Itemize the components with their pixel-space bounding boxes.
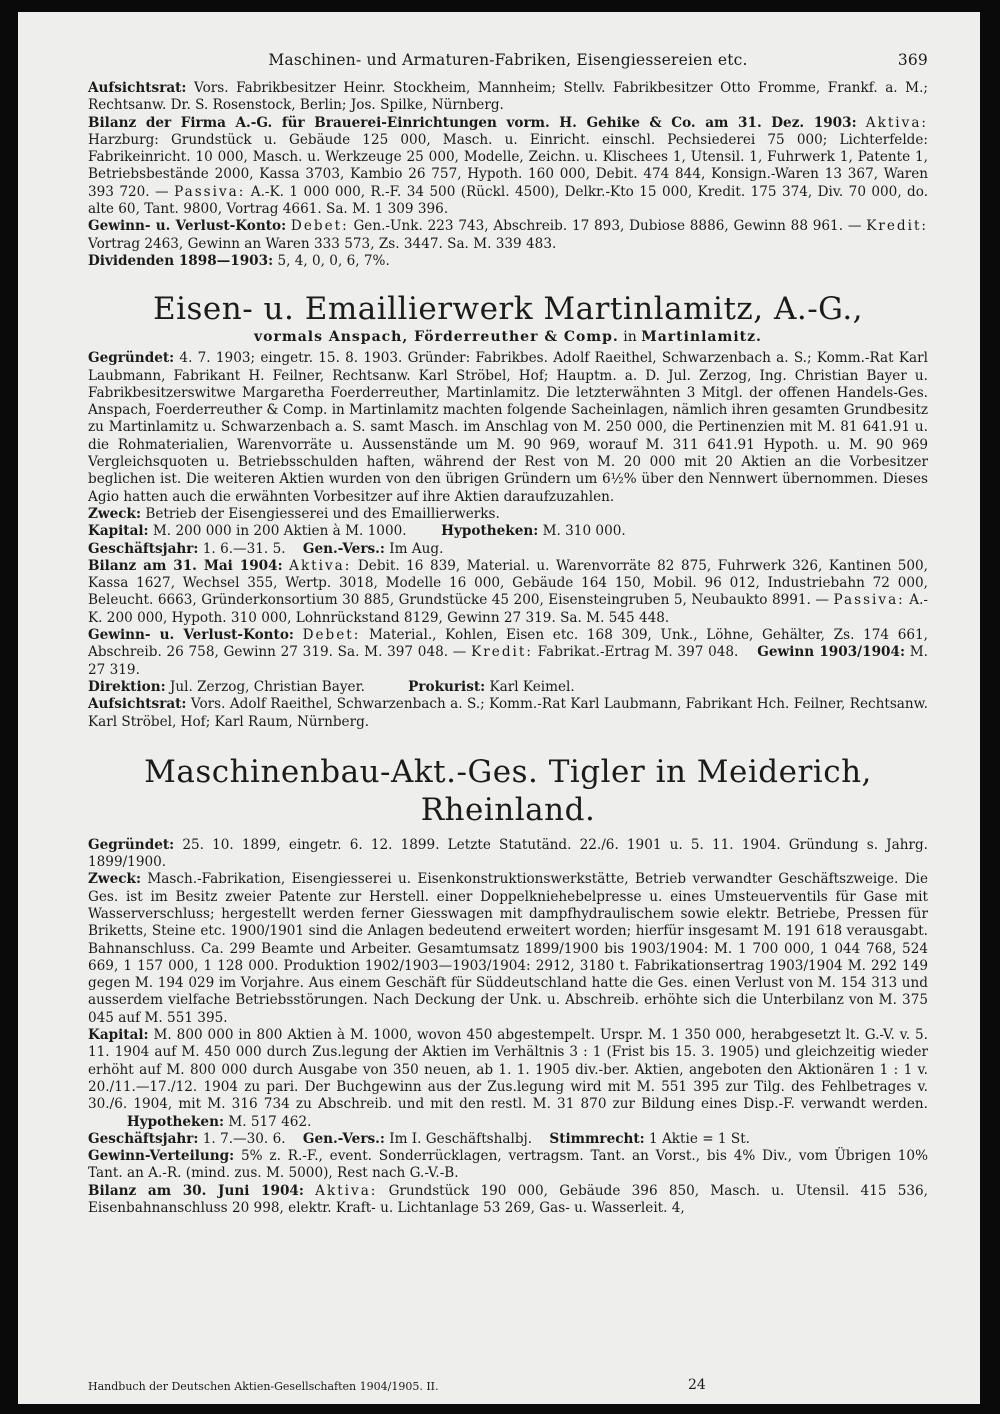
- s2-direktion: [88, 679, 928, 696]
- text: A.-K. 1 000 000, R.-F. 34 500 (Rückl. 4500), Delkr.-Kto 15 000, Kredit. 175 374, Div. 70 000, do. alte 60, Tant. 9800, Vortrag 4661. Sa. M. 1 309 396.: [88, 183, 929, 218]
- printer-signature: 24: [688, 1377, 706, 1393]
- s1-guv: [88, 218, 928, 253]
- text: Material., Kohlen, Eisen etc. 168 309, Unk., Löhne, Gehälter, Zs. 174 661, Abschreib. 26 758, Gewinn 27 319. Sa. M. 397 048. —: [88, 627, 928, 661]
- debet-label: Debet:: [290, 218, 349, 235]
- label: Gewinn 1903/1904:: [757, 644, 905, 661]
- label: Gen.-Vers.:: [302, 540, 385, 557]
- text: 5% z. R.-F., event. Sonderrücklagen, vertragsm. Tant. an Vorst., bis 4% Div., vom Übrigen 10% Tant. an A.-R. (mind. zus. M. 5000), Rest nach G.-V.-B.: [88, 1148, 928, 1182]
- passiva-label: Passiva:: [174, 183, 246, 200]
- s3-kapital: [88, 1027, 928, 1131]
- footer-text: Handbuch der Deutschen Aktien-Gesellschaften 1904/1905. II.: [88, 1380, 439, 1393]
- text: M. 27 319.: [88, 644, 928, 678]
- label: Dividenden 1898—1903:: [88, 252, 274, 269]
- s2-zweck: [88, 506, 928, 523]
- label: Geschäftsjahr:: [88, 540, 199, 557]
- s2-geschaeftsjahr: [88, 541, 928, 558]
- text: Im I. Geschäftshalbj.: [389, 1130, 533, 1147]
- text: Harzburg: Grundstück u. Gebäude 125 000, Masch. u. Einricht. einschl. Pechsiederei 75 000; Lichterfelde: Fabrikeinricht. 10 000, Masch. u. Werkzeuge 25 000, Modelle, Zeichn. u. Klischees 1, Utensil. 1, Fuhrwerk 1, Patente 1, Betriebsbestände 2000, Kassa 3703, Kambio 26 757, Hypoth. 160 000, Debit. 474 844, Konsign.-Waren 13 367, Waren 393 720. —: [88, 131, 928, 200]
- running-head: [88, 48, 928, 72]
- label: Gen.-Vers.:: [302, 1130, 385, 1147]
- company-subtitle: [88, 328, 928, 346]
- label: Geschäftsjahr:: [88, 1130, 199, 1147]
- label: Kapital:: [88, 523, 149, 540]
- text: Debit. 16 839, Material. u. Warenvorräte 82 875, Fuhrwerk 326, Kantinen 500, Kassa 1627, Wechsel 355, Wertp. 3018, Modelle 16 000, Gebäude 164 150, Mobil. 96 012, Industriebahn 72 000, Beleucht. 6663, Gründerkonsortium 30 885, Grundstücke 45 200, Eisensteingruben 5, Neubaukto 8991. —: [88, 557, 928, 609]
- s1-bilanz: [88, 115, 928, 219]
- label: Gegründet:: [88, 350, 175, 367]
- s3-zweck: [88, 871, 928, 1027]
- text: Vors. Fabrikbesitzer Heinr. Stockheim, Mannheim; Stellv. Fabrikbesitzer Otto Fromme, Frankf. a. M.; Rechtsanw. Dr. S. Rosenstock, Berlin; Jos. Spilke, Nürnberg.: [88, 80, 928, 114]
- text: A.-K. 200 000, Hypoth. 310 000, Lohnrückstand 8129, Gewinn 27 319. Sa. M. 545 448.: [88, 592, 928, 626]
- s3-bilanz: [88, 1183, 928, 1218]
- s2-bilanz: [88, 558, 928, 627]
- running-title: Maschinen- und Armaturen-Fabriken, Eisengiessereien etc.: [268, 51, 748, 69]
- label: Aufsichtsrat:: [88, 696, 187, 713]
- company-title: Maschinenbau-Akt.-Ges. Tigler in Meiderich, Rheinland.: [144, 753, 872, 828]
- company-title: Eisen- u. Emaillierwerk Martinlamitz, A.-G.,: [152, 291, 864, 328]
- text: 1 Aktie = 1 St.: [649, 1130, 750, 1147]
- text: Betrieb der Eisengiesserei und des Emaillierwerks.: [145, 505, 500, 522]
- label: Aufsichtsrat:: [88, 80, 187, 96]
- text: Karl Keimel.: [489, 678, 575, 695]
- text: 1. 7.—30. 6.: [202, 1130, 286, 1147]
- label: Direktion:: [88, 678, 166, 695]
- label: Zweck:: [88, 871, 141, 888]
- text: M. 517 462.: [228, 1113, 312, 1130]
- s3-gewinn-verteilung: [88, 1148, 928, 1183]
- s2-aufsichtsrat: [88, 696, 928, 731]
- passiva-label: Passiva:: [833, 592, 905, 609]
- debet-label: Debet:: [302, 627, 361, 644]
- kredit-label: Kredit:: [471, 644, 533, 661]
- label: Bilanz am 31. Mai 1904:: [88, 557, 283, 574]
- label: Gewinn-Verteilung:: [88, 1148, 235, 1165]
- s1-aufsichtsrat: [88, 80, 928, 115]
- label: Kapital:: [88, 1027, 149, 1044]
- page-footer: [88, 1377, 928, 1394]
- label: Bilanz am 30. Juni 1904:: [88, 1182, 304, 1199]
- label: Gewinn- u. Verlust-Konto:: [88, 627, 294, 644]
- s2-guv: [88, 627, 928, 679]
- text: Jul. Zerzog, Christian Bayer.: [169, 678, 365, 695]
- subtitle-former-name: vormals Anspach, Förderreuther & Comp.: [254, 329, 619, 346]
- label: Gegründet:: [88, 836, 175, 853]
- s2-gegruendet: [88, 350, 928, 506]
- text: M. 310 000.: [542, 523, 626, 540]
- text: 25. 10. 1899, eingetr. 6. 12. 1899. Letzte Statutänd. 22./6. 1901 u. 5. 11. 1904. Gründung s. Jahrg. 1899/1900.: [88, 836, 928, 871]
- label: Hypotheken:: [441, 523, 539, 540]
- kredit-label: Kredit:: [866, 218, 929, 235]
- text: Vors. Adolf Raeithel, Schwarzenbach a. S.; Komm.-Rat Karl Laubmann, Fabrikant Hch. Feilner, Rechtsanw. Karl Ströbel, Hof; Karl Raum, Nürnberg.: [88, 696, 929, 730]
- text: 5, 4, 0, 0, 6, 7%.: [277, 252, 390, 269]
- aktiva-label: Aktiva:: [315, 1182, 378, 1199]
- label: Zweck:: [88, 505, 141, 522]
- s3-gegruendet: [88, 837, 928, 872]
- subtitle-place: Martinlamitz.: [641, 329, 762, 346]
- text: Fabrikat.-Ertrag M. 397 048.: [537, 644, 739, 661]
- article-text: [88, 80, 928, 1217]
- text: Masch.-Fabrikation, Eisengiesserei u. Eisenkonstruktionswerkstätte, Betrieb verwandter Geschäftszweige. Die Ges. ist im Besitz zweier Patente zur Herstell. einer Doppelkniehebelpresse u. eines Umsteuerventils für Gase mit Wasserverschluss; hergestellt werden ferner Giesswagen mit dampfhydraulischem sowie elektr. Betriebe, Pressen für Briketts, Steine etc. 1900/1901 sind die Anlagen bedeutend erweitert worden; hierfür insgesamt M. 191 618 verausgabt. Bahnanschluss. Ca. 299 Beamte und Arbeiter. Gesamtumsatz 1899/1900 bis 1903/1904: M. 1 700 000, 1 044 768, 524 669, 1 157 000, 1 128 000. Produktion 1902/1903—1903/1904: 2912, 3180 t. Fabrikationsertrag 1903/1904 M. 292 149 gegen M. 194 029 im Vorjahre. Aus einem Geschäft für Süddeutschland hatte die Ges. einen Verlust von M. 154 313 und ausserdem vielfache Betriebsstörungen. Nach Deckung der Unk. u. Abschreib. erhöhte sich die Unterbilanz von M. 375 045 auf M. 551 395.: [88, 871, 928, 1026]
- text: Im Aug.: [389, 540, 444, 557]
- s3-geschaeftsjahr: [88, 1131, 928, 1148]
- label: Prokurist:: [408, 678, 486, 695]
- text: Vortrag 2463, Gewinn an Waren 333 573, Zs. 3447. Sa. M. 339 483.: [88, 235, 557, 252]
- text: Gen.-Unk. 223 743, Abschreib. 17 893, Dubiose 8886, Gewinn 88 961. —: [353, 218, 862, 235]
- subtitle-in: in: [623, 329, 637, 346]
- text: Grundstück 190 000, Gebäude 396 850, Masch. u. Utensil. 415 536, Eisenbahnanschluss 20 998, elektr. Kraft- u. Lichtanlage 53 269, Gas- u. Wasserleit. 4,: [88, 1182, 929, 1217]
- page-number: 369: [897, 51, 928, 69]
- text: 1. 6.—31. 5.: [202, 540, 286, 557]
- text: 4. 7. 1903; eingetr. 15. 8. 1903. Gründer: Fabrikbes. Adolf Raeithel, Schwarzenbach a. S.; Komm.-Rat Karl Laubmann, Fabrikant H. Feilner, Rechtsanw. Karl Ströbel, Hof; Hauptm. a. D. Jul. Zerzog, Ing. Christian Bayer u. Fabrikbesitzerswitwe Margaretha Foerderreuther, Martinlamitz. Die letzterwähnten 3 Mitgl. der offenen Handels-Ges. Anspach, Foerderreuther & Comp. in Martinlamitz machten folgende Sacheinlagen, nämlich ihren gesamten Grundbesitz zu Martinlamitz u. Schwarzenbach a. S. samt Masch. im Anschlag von M. 250 000, die Pertinenzien mit M. 81 641.91 u. die Rohmaterialien, Warenvorräte u. Aussenstände um M. 90 969, worauf M. 311 641.91 Hypoth. u. M. 90 969 Vergleichsquoten u. Betriebsschulden haften, während der Rest von M. 20 000 mit 20 Aktien an die Vorbesitzer beglichen ist. Die weiteren Aktien wurden von den übrigen Gründern um 6½% über den Nennwert übernommen. Dieses Agio hatten auch die erwähnten Vorbesitzer auf ihre Aktien daraufzuzahlen.: [88, 350, 928, 505]
- label: Stimmrecht:: [549, 1130, 645, 1147]
- text: M. 200 000 in 200 Aktien à M. 1000.: [152, 523, 407, 540]
- label: Gewinn- u. Verlust-Konto:: [88, 218, 287, 235]
- aktiva-label: Aktiva:: [289, 557, 352, 574]
- s2-kapital: [88, 523, 928, 540]
- document-page: [18, 12, 980, 1404]
- label: Hypotheken:: [126, 1113, 224, 1130]
- label: Bilanz der Firma A.-G. für Brauerei-Einrichtungen vorm. H. Gehike & Co. am 31. Dez. 1903:: [88, 114, 857, 131]
- text: M. 800 000 in 800 Aktien à M. 1000, wovon 450 abgestempelt. Urspr. M. 1 350 000, herabgesetzt lt. G.-V. v. 5. 11. 1904 auf M. 450 000 durch Zus.legung der Aktien im Verhältnis 3 : 1 (Frist bis 15. 3. 1905) und gleichzeitig wieder erhöht auf M. 800 000 durch Ausgabe von 350 neuen, ab 1. 1. 1905 div.-ber. Aktien, angeboten den Aktionären 1 : 1 v. 20./11.—17./12. 1904 zu pari. Der Buchgewinn aus der Zus.legung wird mit M. 551 395 zur Tilg. des Fehlbetrages v. 30./6. 1904, mit M. 316 734 zu Abschreib. und mit den restl. M. 31 870 zur Bildung eines Disp.-F. verwandt werden.: [88, 1027, 928, 1113]
- s1-dividenden: [88, 253, 928, 270]
- aktiva-label: Aktiva:: [865, 114, 929, 131]
